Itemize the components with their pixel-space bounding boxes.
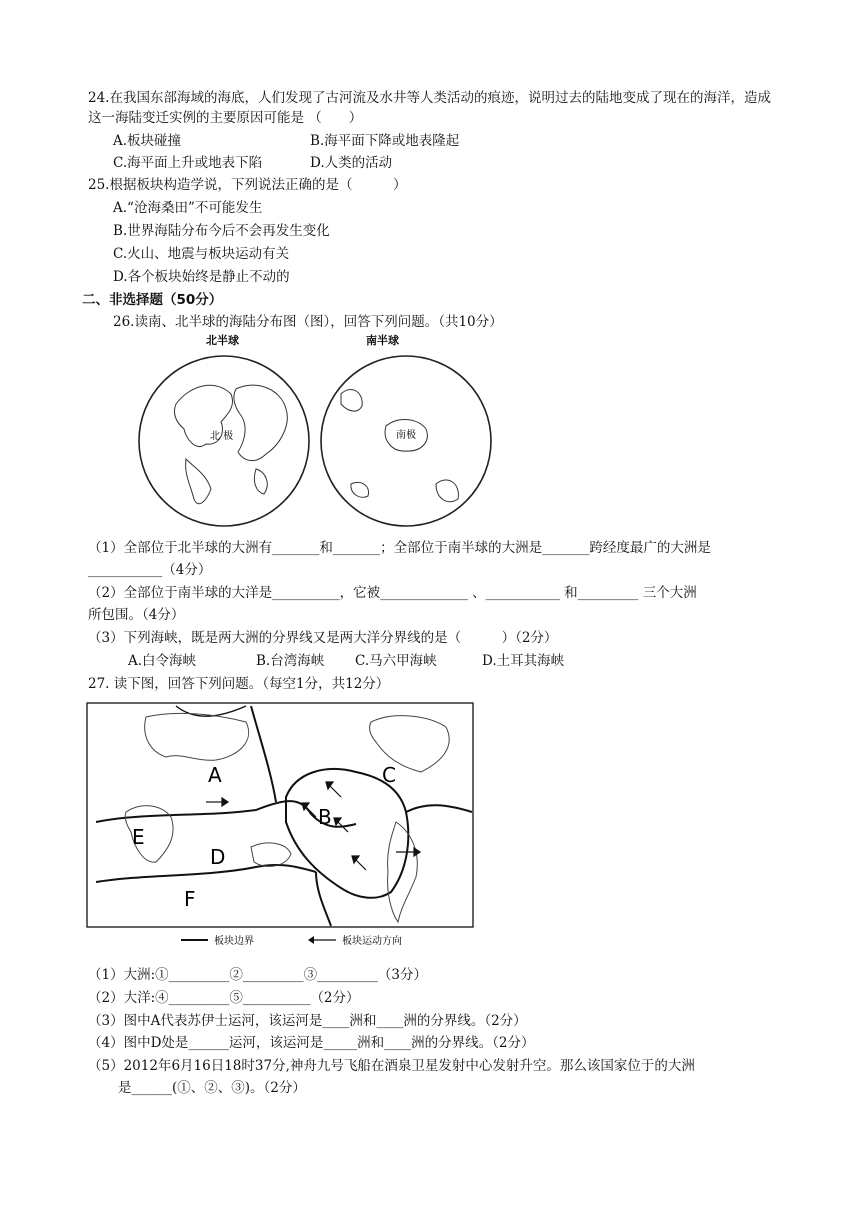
plate-tectonics-map xyxy=(86,702,478,956)
north-pole-label: 北 极 xyxy=(210,431,234,442)
q25-stem: 25.根据板块构造学说，下列说法正确的是（ ） xyxy=(88,177,407,193)
q24-option-c: C.海平面上升或地表下陷 xyxy=(113,155,263,171)
plate-label-a: A xyxy=(208,763,222,787)
q26-sub3-option-d: D.土耳其海峡 xyxy=(482,653,565,669)
north-map-title: 北半球 xyxy=(206,334,239,347)
q25-option-a: A.“沧海桑田”不可能发生 xyxy=(113,200,263,216)
plate-label-e: E xyxy=(132,825,145,849)
q26-sub3-option-b: B.台湾海峡 xyxy=(256,653,325,669)
q27-stem: 27. 读下图，回答下列问题。（每空1分，共12分） xyxy=(88,676,390,692)
plate-label-b: B xyxy=(318,805,332,829)
q27-sub3: （3）图中A代表苏伊士运河，该运河是____洲和____洲的分界线。（2分） xyxy=(88,1013,527,1029)
plate-label-d: D xyxy=(210,845,226,869)
q26-sub1-line2: ___________（4分） xyxy=(88,562,212,578)
q24-option-d: D.人类的活动 xyxy=(310,155,393,171)
q26-sub3: （3）下列海峡，既是两大洲的分界线又是两大洋分界线的是（ ）（2分） xyxy=(88,630,558,646)
q26-sub2-line1: （2）全部位于南半球的大洋是__________，它被_____________ 、___________ 和_________ 三个大洲 xyxy=(88,585,697,601)
q26-sub3-option-c: C.马六甲海峡 xyxy=(355,653,437,669)
section-2-title: 二、非选择题（50分） xyxy=(82,292,223,308)
q26-stem: 26.读南、北半球的海陆分布图（图），回答下列问题。（共10分） xyxy=(113,314,503,330)
q24-option-a: A.板块碰撞 xyxy=(113,133,182,149)
legend-motion-label: 板块运动方向 xyxy=(342,936,402,947)
plate-map-legend xyxy=(181,934,402,947)
q24-stem-line2: 这一海陆变迁实例的主要原因可能是 （ ） xyxy=(88,110,363,126)
q27-sub1: （1）大洲:①_________②_________③_________（3分） xyxy=(88,967,427,983)
north-hemisphere-map xyxy=(139,334,309,526)
q27-sub5-line2: 是______(①、②、③)。（2分） xyxy=(118,1080,306,1096)
legend-boundary-label: 板块边界 xyxy=(214,936,254,947)
south-pole-label: 南极 xyxy=(396,430,416,441)
q26-sub1-line1: （1）全部位于北半球的大洲有_______和_______；全部位于南半球的大洲是_______跨经度最广的大洲是 xyxy=(88,540,711,556)
south-map-title: 南半球 xyxy=(366,334,399,347)
q24-option-b: B.海平面下降或地表隆起 xyxy=(310,133,460,149)
q25-option-b: B.世界海陆分布今后不会再发生变化 xyxy=(113,223,330,239)
q26-sub2-line2: 所包围。（4分） xyxy=(88,607,185,623)
q27-sub5-line1: （5）2012年6月16日18时37分,神舟九号飞船在酒泉卫星发射中心发射升空。那么该国家位于的大洲 xyxy=(88,1058,695,1074)
plate-label-c: C xyxy=(382,763,396,787)
south-hemisphere-map xyxy=(321,334,491,526)
q27-sub2: （2）大洋:④_________⑤__________（2分） xyxy=(88,990,360,1006)
hemisphere-maps-figure xyxy=(136,334,506,534)
plate-label-f: F xyxy=(184,887,196,911)
q26-sub3-option-a: A.白令海峡 xyxy=(128,653,197,669)
q24-stem-line1: 24.在我国东部海域的海底，人们发现了古河流及水井等人类活动的痕迹，说明过去的陆地变成了现在的海洋，造成 xyxy=(88,90,771,106)
q27-sub4: （4）图中D处是______运河，该运河是_____洲和____洲的分界线。（2分） xyxy=(88,1035,535,1051)
q25-option-d: D.各个板块始终是静止不动的 xyxy=(113,269,290,285)
q25-option-c: C.火山、地震与板块运动有关 xyxy=(113,246,290,262)
